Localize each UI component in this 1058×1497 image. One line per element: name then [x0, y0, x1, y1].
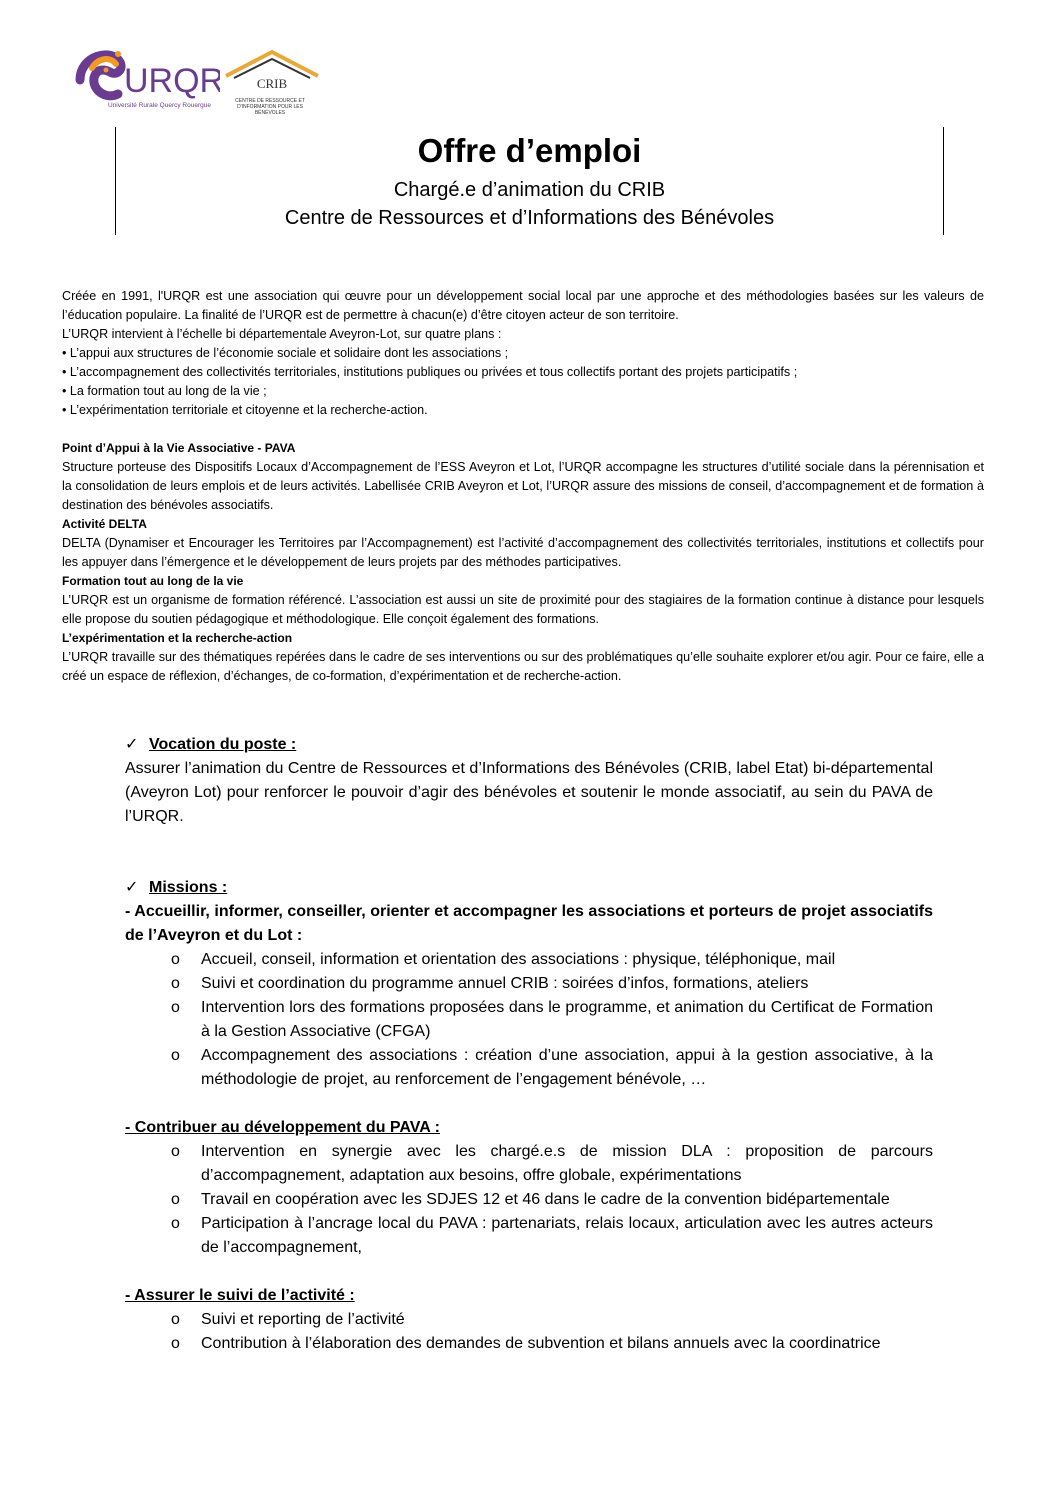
vocation-section: [125, 733, 933, 829]
job-title: Chargé.e d’animation du CRIB: [393, 179, 666, 201]
intro-paragraph: Créée en 1991, l'URQR est une association qui œuvre pour un développement social local par une approche et des méthodologies basées sur les valeurs de l’éducation populaire. La finalité de l’URQR est de permettre à chacun(e) d’être citoyen acteur de son territoire.: [62, 289, 984, 322]
vocation-heading: Vocation du poste :: [149, 736, 297, 753]
mission-item: o Contribution à l’élaboration des demandes de subvention et bilans annuels avec la coordinatrice: [125, 1332, 933, 1356]
bullet-icon: o: [171, 999, 180, 1016]
formation-text: L’URQR est un organisme de formation référencé. L’association est aussi un site de proximité pour des stagiaires de la formation continue à distance pour lesquels elle propose du soutien pédagogique et méthodologique. Elle conçoit également des formations.: [62, 593, 984, 626]
intro-section: [62, 287, 984, 686]
bullet-icon: o: [171, 951, 180, 968]
crib-logo-text: CRIB: [256, 76, 288, 91]
checkmark-icon: ✓: [125, 736, 139, 753]
title-box: [115, 127, 944, 235]
urqr-logo: [72, 40, 220, 115]
experimentation-text: L’URQR travaille sur des thématiques repérées dans le cadre de ses interventions ou sur des problématiques qu’elle souhaite explorer et/ou agir. Pour ce faire, elle a créé un espace de réflexion, d’échanges, de co-formation, d’expérimentation et de recherche-action.: [62, 650, 984, 683]
logo-area: [72, 40, 332, 115]
page-title: Offre d’emploi: [417, 132, 642, 169]
vocation-text: Assurer l’animation du Centre de Ressources et d’Informations des Bénévoles (CRIB, label Etat) bi-départemental (Aveyron Lot) pour renforcer le pouvoir d’agir des bénévoles et soutenir le monde associatif, au sein du PAVA de l’URQR.: [125, 760, 933, 825]
mission-group-title: - Contribuer au développement du PAVA :: [125, 1119, 440, 1136]
intro-plans: L’URQR intervient à l’échelle bi départementale Aveyron-Lot, sur quatre plans :: [62, 327, 502, 341]
crib-roof-icon: [222, 46, 322, 101]
urqr-logo-subtitle: Université Rurale Quercy Rouergue: [108, 102, 211, 109]
mission-item: o Accompagnement des associations : création d’une association, appui à la gestion associative, à la méthodologie de projet, au renforcement de l’engagement bénévole, …: [125, 1044, 933, 1092]
mission-item: o Intervention en synergie avec les chargé.e.s de mission DLA : proposition de parcours d’accompagnement, adaptation aux besoins, offre globale, expérimentations: [125, 1140, 933, 1188]
intro-bullet: • L’appui aux structures de l’économie sociale et solidaire dont les associations ;: [62, 346, 509, 360]
bullet-icon: o: [171, 1335, 180, 1352]
bullet-icon: o: [171, 1191, 180, 1208]
intro-bullet: • La formation tout au long de la vie ;: [62, 384, 267, 398]
missions-section: [125, 876, 933, 1356]
mission-item: o Accueil, conseil, information et orientation des associations : physique, téléphonique, mail: [125, 948, 933, 972]
urqr-logo-text: URQR: [124, 62, 220, 100]
mission-item: o Participation à l’ancrage local du PAVA : partenariats, relais locaux, articulation avec les autres acteurs de l’accompagnement,: [125, 1212, 933, 1260]
mission-item: o Intervention lors des formations proposées dans le programme, et animation du Certificat de Formation à la Gestion Associative (CFGA): [125, 996, 933, 1044]
missions-heading: Missions :: [149, 879, 228, 896]
mission-item: o Suivi et reporting de l’activité: [125, 1308, 933, 1332]
mission-item: o Suivi et coordination du programme annuel CRIB : soirées d’infos, formations, ateliers: [125, 972, 933, 996]
intro-bullet: • L’expérimentation territoriale et citoyenne et la recherche-action.: [62, 403, 428, 417]
pava-text: Structure porteuse des Dispositifs Locaux d’Accompagnement de l’ESS Aveyron et Lot, l’URQR accompagne les structures d’utilité sociale dans la pérennisation et la consolidation de leurs emplois et de leurs activités. Labellisée CRIB Aveyron et Lot, l’URQR assure des missions de conseil, d’accompagnement et de formation à destination des bénévoles associatifs.: [62, 460, 984, 512]
formation-heading: Formation tout au long de la vie: [62, 574, 244, 588]
crib-logo-subtitle: CENTRE DE RESSOURCE ET D'INFORMATION POUR LES BÉNÉVOLES: [235, 98, 305, 116]
mission-item: o Travail en coopération avec les SDJES 12 et 46 dans le cadre de la convention bidépartementale: [125, 1188, 933, 1212]
bullet-icon: o: [171, 1215, 180, 1232]
bullet-icon: o: [171, 1047, 180, 1064]
mission-group-title: - Assurer le suivi de l’activité :: [125, 1287, 355, 1304]
bullet-icon: o: [171, 975, 180, 992]
experimentation-heading: L’expérimentation et la recherche-action: [62, 631, 293, 645]
mission-group-title: - Accueillir, informer, conseiller, orienter et accompagner les associations et porteurs de projet associatifs de l’Aveyron et du Lot :: [125, 903, 933, 944]
bullet-icon: o: [171, 1143, 180, 1160]
delta-heading: Activité DELTA: [62, 517, 147, 531]
pava-heading: Point d’Appui à la Vie Associative - PAVA: [62, 441, 296, 455]
bullet-icon: o: [171, 1311, 180, 1328]
organization-name: Centre de Ressources et d’Informations des Bénévoles: [284, 207, 775, 229]
checkmark-icon: ✓: [125, 879, 139, 896]
intro-bullet: • L’accompagnement des collectivités territoriales, institutions publiques ou privées et tous collectifs portant des projets participatifs ;: [62, 365, 798, 379]
delta-text: DELTA (Dynamiser et Encourager les Territoires par l’Accompagnement) est l’activité d’accompagnement des collectivités territoriales, institutions et collectifs pour les appuyer dans l’émergence et le développement de leurs projets par des méthodes participatives.: [62, 536, 984, 569]
